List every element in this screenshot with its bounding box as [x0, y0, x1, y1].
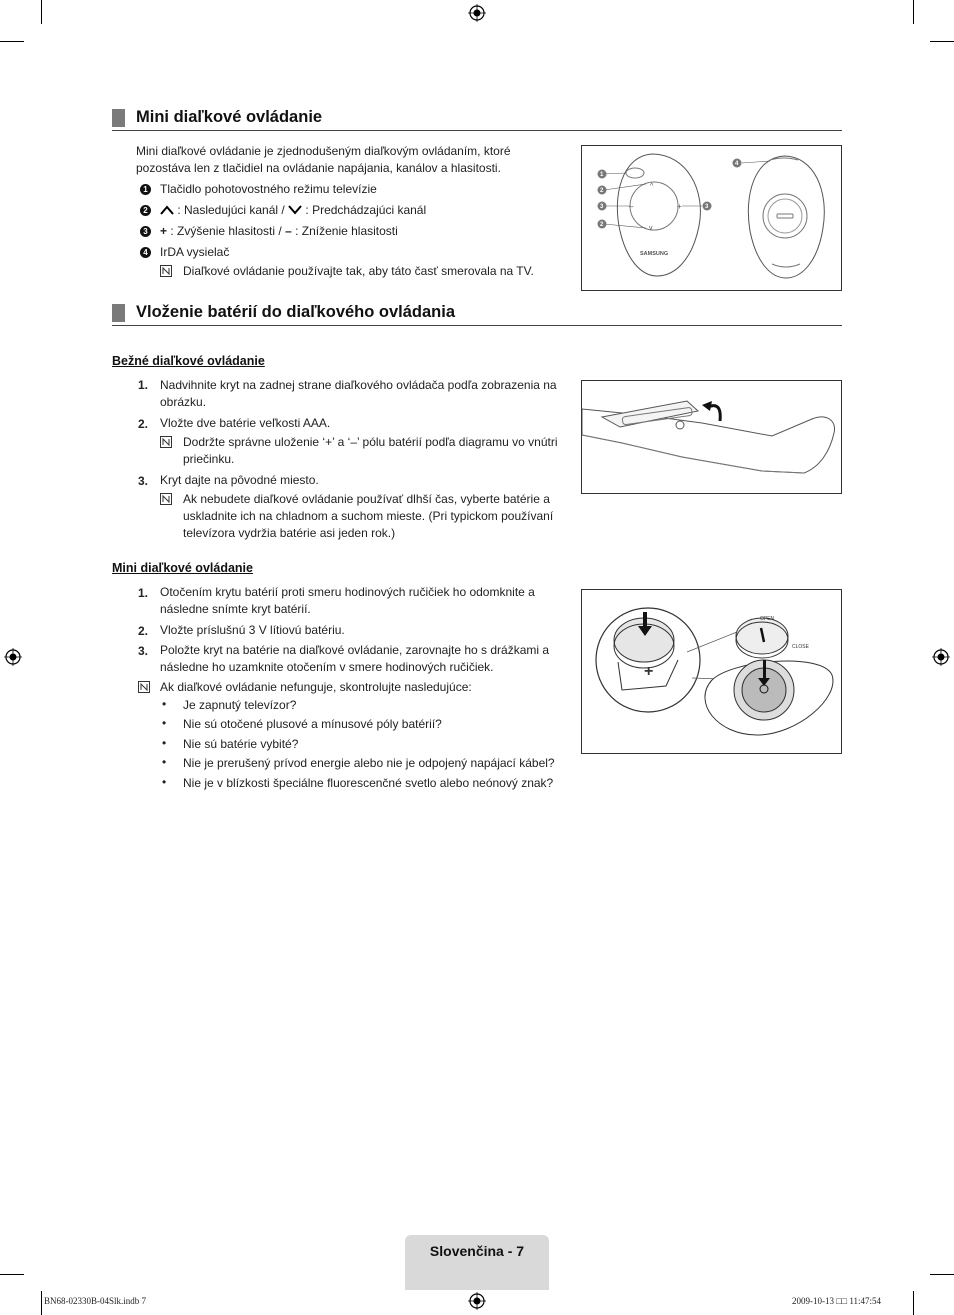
section-title-bar	[112, 304, 125, 322]
note-icon	[160, 436, 172, 448]
remote-back-illustration	[582, 381, 841, 493]
subsection-title: Bežné diaľkové ovládanie	[112, 354, 265, 368]
crop-mark	[0, 1274, 24, 1275]
battery-plus-label: +	[644, 663, 654, 680]
bullet-marker: •	[162, 697, 167, 711]
step-text: Kryt dajte na pôvodné miesto.	[160, 473, 319, 487]
step-text: Vložte príslušnú 3 V lítiovú batériu.	[160, 623, 345, 637]
step-number: 3.	[138, 644, 149, 658]
step-text: Nadvihnite kryt na zadnej strane diaľkového ovládača podľa zobrazenia na obrázku.	[160, 378, 557, 409]
section-title-text: Vloženie batérií do diaľkového ovládania	[136, 303, 456, 321]
note-icon	[160, 493, 172, 505]
section-title	[112, 303, 842, 326]
volume-up-text: : Zvýšenie hlasitosti /	[167, 224, 286, 238]
bullet-item: Nie sú otočené plusové a mínusové póly batérií?	[183, 717, 442, 731]
figure-marker: 2	[600, 222, 604, 228]
note-text: Ak diaľkové ovládanie nefunguje, skontrolujte nasledujúce:	[160, 680, 472, 694]
step-number: 2.	[138, 624, 149, 638]
step-number: 3.	[138, 474, 149, 488]
svg-text:–: –	[629, 202, 634, 211]
crop-mark	[930, 1274, 954, 1275]
figure-marker: 3	[705, 204, 709, 210]
minus-symbol: –	[285, 224, 292, 238]
step-number: 1.	[138, 378, 149, 392]
brand-label: SAMSUNG	[640, 251, 669, 257]
bullet-item: Nie je v blízkosti špeciálne fluorescenčné svetlo alebo neónový znak?	[183, 776, 554, 790]
step-text: Položte kryt na batérie na diaľkové ovládanie, zarovnajte ho s drážkami a následne ho uzamknite otočením v smere hodinových ručičiek.	[160, 643, 550, 674]
crop-mark	[41, 1291, 42, 1315]
note-text: Diaľkové ovládanie používajte tak, aby táto časť smerovala na TV.	[183, 264, 534, 278]
bullet-marker: •	[162, 755, 167, 769]
bullet-marker: •	[162, 736, 167, 750]
figure-marker: 3	[600, 204, 604, 210]
crop-mark	[913, 1291, 914, 1315]
open-label: OPEN	[760, 616, 775, 622]
crop-mark	[930, 41, 954, 42]
figure-marker: 2	[600, 188, 604, 194]
mini-remote-figure	[581, 145, 842, 291]
step-text: Vložte dve batérie veľkosti AAA.	[160, 416, 331, 430]
note-icon	[160, 265, 172, 277]
step-number: 2.	[138, 417, 149, 431]
print-slug-left: BN68-02330B-04Slk.indb 7	[44, 1296, 147, 1306]
crop-mark	[0, 41, 24, 42]
chevron-down-icon	[288, 205, 302, 215]
mini-remote-battery-figure	[581, 589, 842, 754]
volume-down-text: : Zníženie hlasitosti	[291, 224, 398, 238]
page-number-label: Slovenčina - 7	[429, 1243, 525, 1259]
intro-paragraph: Mini diaľkové ovládanie je zjednodušeným diaľkovým ovládaním, ktoré pozostáva len z tlačidiel na ovládanie napájania, kanálov a hlasitosti.	[136, 144, 511, 175]
plus-symbol: +	[160, 224, 168, 238]
registration-mark-icon	[932, 648, 950, 666]
item-irda: IrDA vysielač	[160, 245, 230, 259]
bullet-item: Nie je prerušený prívod energie alebo nie je odpojený napájací kábel?	[183, 756, 555, 770]
svg-text:^: ^	[650, 183, 654, 190]
registration-mark-icon	[4, 648, 22, 666]
remote-battery-figure	[581, 380, 842, 494]
marker-3-icon: 3	[140, 226, 151, 237]
note-icon	[138, 681, 150, 693]
marker-4-icon: 4	[140, 247, 151, 258]
item-volume	[160, 223, 398, 240]
note-text: Dodržte správne uloženie ‘+’ a ‘–’ pólu batérií podľa diagramu vo vnútri priečinku.	[183, 435, 558, 466]
channel-prev-text: : Predchádzajúci kanál	[302, 203, 427, 217]
close-label: CLOSE	[792, 644, 809, 650]
bullet-item: Je zapnutý televízor?	[183, 698, 297, 712]
chevron-up-icon	[160, 205, 174, 215]
bullet-item: Nie sú batérie vybité?	[183, 737, 299, 751]
step-number: 1.	[138, 586, 149, 600]
registration-mark-icon	[468, 4, 486, 22]
section-title-text: Mini diaľkové ovládanie	[136, 108, 323, 126]
bullet-marker: •	[162, 775, 167, 789]
svg-text:+: +	[677, 202, 682, 211]
marker-2-icon: 2	[140, 205, 151, 216]
item-channel	[160, 202, 426, 219]
svg-text:v: v	[649, 225, 653, 232]
crop-mark	[913, 0, 914, 24]
crop-mark	[41, 0, 42, 24]
bullet-marker: •	[162, 716, 167, 730]
figure-marker: 4	[735, 161, 739, 167]
channel-next-text: : Nasledujúci kanál /	[174, 203, 289, 217]
mini-remote-illustration	[582, 146, 841, 290]
section-title-bar	[112, 109, 125, 127]
coin-battery-illustration	[582, 590, 841, 753]
registration-mark-icon	[468, 1292, 486, 1310]
step-text: Otočením krytu batérií proti smeru hodinových ručičiek ho odomknite a následne snímte kryt batérií.	[160, 585, 535, 616]
print-slug-right: 2009-10-13 □□ 11:47:54	[792, 1296, 882, 1306]
marker-1-icon: 1	[140, 184, 151, 195]
note-text: Ak nebudete diaľkové ovládanie používať dlhší čas, vyberte batérie a uskladnite ich na chladnom a suchom mieste. (Pri typickom používaní televízora vydržia batérie asi jeden rok.)	[183, 492, 554, 540]
section-title	[112, 108, 842, 131]
figure-marker: 1	[600, 172, 604, 178]
page-number-tab	[405, 1235, 549, 1290]
item-standby: Tlačidlo pohotovostného režimu televízie	[160, 182, 377, 196]
subsection-title: Mini diaľkové ovládanie	[112, 561, 253, 575]
